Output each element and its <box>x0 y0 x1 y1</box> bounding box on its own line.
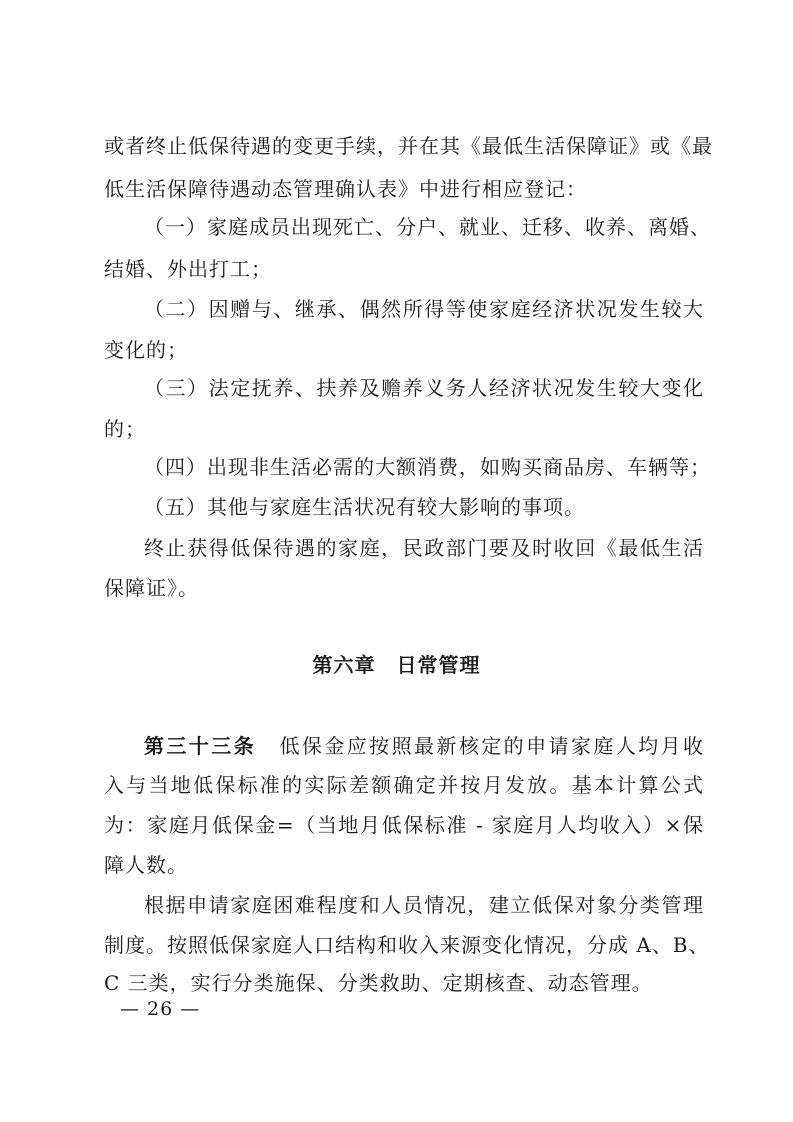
article-title: 第三十三条 <box>144 734 257 758</box>
list-item-3-line-2: 的； <box>104 417 146 441</box>
list-item-3-line-1: （三）法定抚养、扶养及赡养义务人经济状况发生较大变化 <box>144 376 704 400</box>
paragraph-line: 根据申请家庭困难程度和人员情况，建立低保对象分类管理 <box>144 893 704 917</box>
article-33-line-4: 障人数。 <box>104 853 188 877</box>
paragraph-line: C 三类，实行分类施保、分类救助、定期核查、动态管理。 <box>104 971 653 995</box>
list-item-1-line-2: 结婚、外出打工； <box>104 257 272 281</box>
list-item-4-line-1: （四）出现非生活必需的大额消费，如购买商品房、车辆等； <box>144 455 711 479</box>
paragraph-line: 低生活保障待遇动态管理确认表》中进行相应登记： <box>104 177 587 201</box>
list-item-1-line-1: （一）家庭成员出现死亡、分户、就业、迁移、收养、离婚、 <box>144 215 711 239</box>
paragraph-line: 制度。按照低保家庭人口结构和收入来源变化情况，分成 A、B、 <box>104 933 710 957</box>
chapter-title: 第六章 日常管理 <box>312 653 481 677</box>
paragraph-line: 终止获得低保待遇的家庭，民政部门要及时收回《最低生活 <box>144 536 704 560</box>
list-item-2-line-2: 变化的； <box>104 338 188 362</box>
paragraph-line: 或者终止低保待遇的变更手续，并在其《最低生活保障证》或《最 <box>104 134 713 158</box>
list-item-2-line-1: （二）因赠与、继承、偶然所得等使家庭经济状况发生较大 <box>144 297 704 321</box>
list-item-5-line-1: （五）其他与家庭生活状况有较大影响的事项。 <box>144 495 585 519</box>
article-33-line-3: 为：家庭月低保金=（当地月低保标准 - 家庭月人均收入）×保 <box>104 813 704 837</box>
article-33-line-1 <box>144 733 704 759</box>
article-33-line-2: 入与当地低保标准的实际差额确定并按月发放。基本计算公式 <box>104 773 704 797</box>
page-number: — 26 — <box>120 998 201 1020</box>
paragraph-line: 保障证》。 <box>104 576 199 600</box>
article-text: 低保金应按照最新核定的申请家庭人均月收 <box>278 734 705 758</box>
